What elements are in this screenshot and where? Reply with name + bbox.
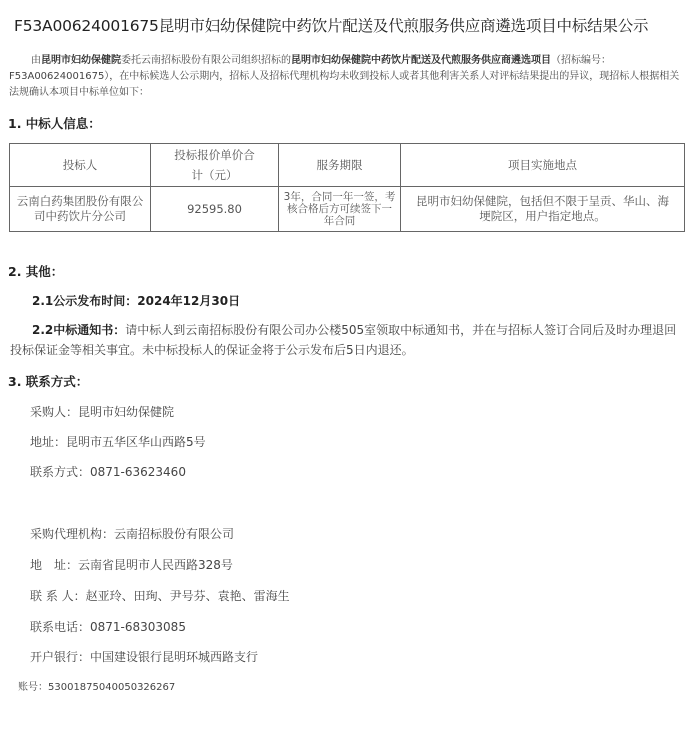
header-bidder: 投标人: [10, 144, 151, 187]
publish-date-label: 2.1公示发布时间：: [32, 294, 138, 308]
notice-label: 2.2中标通知书：: [32, 323, 126, 337]
intro-agency: 昆明市妇幼保健院: [41, 55, 121, 66]
account-line: 账号：53001875040050326267: [18, 682, 176, 693]
cell-location: 昆明市妇幼保健院，包括但不限于呈贡、华山、海埂院区，用户指定地点。: [401, 187, 685, 232]
intro-text-2: 委托云南招标股份有限公司组织招标的: [121, 55, 291, 66]
agent-address-line: 地 址：云南省昆明市人民西路328号: [30, 558, 233, 572]
agent-contacts-line: 联 系 人：赵亚玲、田珣、尹号芬、袁艳、雷海生: [30, 589, 290, 603]
winner-table: [9, 143, 685, 232]
cell-price: 92595.80: [151, 187, 279, 232]
page-title: F53A00624001675昆明市妇幼保健院中药饮片配送及代煎服务供应商遴选项目中标结果公示: [14, 17, 649, 35]
intro-paragraph: [9, 53, 687, 101]
section3-heading: 3. 联系方式：: [8, 374, 89, 389]
contact-line: 联系方式：0871-63623460: [30, 465, 186, 479]
notice-paragraph: [10, 320, 688, 360]
header-location: 项目实施地点: [401, 144, 685, 187]
intro-text-3: （招标编号：F53A00624001675），在中标候选人公示期内，招标人及招标代理机构均未收到投标人或者其他利害关系人对评标结果提出的异议，现招标人根据相关法规确认本项目中标单位如下：: [9, 55, 680, 98]
notice-text: 请中标人到云南招标股份有限公司办公楼505室领取中标通知书，并在与招标人签订合同后及时办理退回投标保证金等相关事宜。未中标投标人的保证金将于公示发布后5日内退还。: [10, 323, 677, 357]
section1-heading: 1. 中标人信息：: [8, 116, 101, 131]
header-price: 投标报价单价合计（元）: [151, 144, 279, 187]
table-row: [10, 187, 685, 232]
bank-line: 开户银行：中国建设银行昆明环城西路支行: [30, 650, 259, 664]
header-term: 服务期限: [279, 144, 401, 187]
agent-line: 采购代理机构：云南招标股份有限公司: [30, 527, 235, 541]
intro-project: 昆明市妇幼保健院中药饮片配送及代煎服务供应商遴选项目: [291, 55, 551, 66]
address-line: 地址：昆明市五华区华山西路5号: [30, 435, 206, 449]
agent-phone-line: 联系电话：0871-68303085: [30, 620, 186, 634]
purchaser-line: 采购人：昆明市妇幼保健院: [30, 405, 175, 419]
publish-date-line: [32, 292, 240, 309]
cell-term: 3年，合同一年一签，考核合格后方可续签下一年合同: [279, 187, 401, 232]
intro-text-1: 由: [31, 55, 41, 66]
publish-date-value: 2024年12月30日: [137, 294, 241, 308]
cell-bidder: 云南白药集团股份有限公司中药饮片分公司: [10, 187, 151, 232]
section2-heading: 2. 其他：: [8, 264, 64, 279]
table-header-row: [10, 144, 685, 187]
